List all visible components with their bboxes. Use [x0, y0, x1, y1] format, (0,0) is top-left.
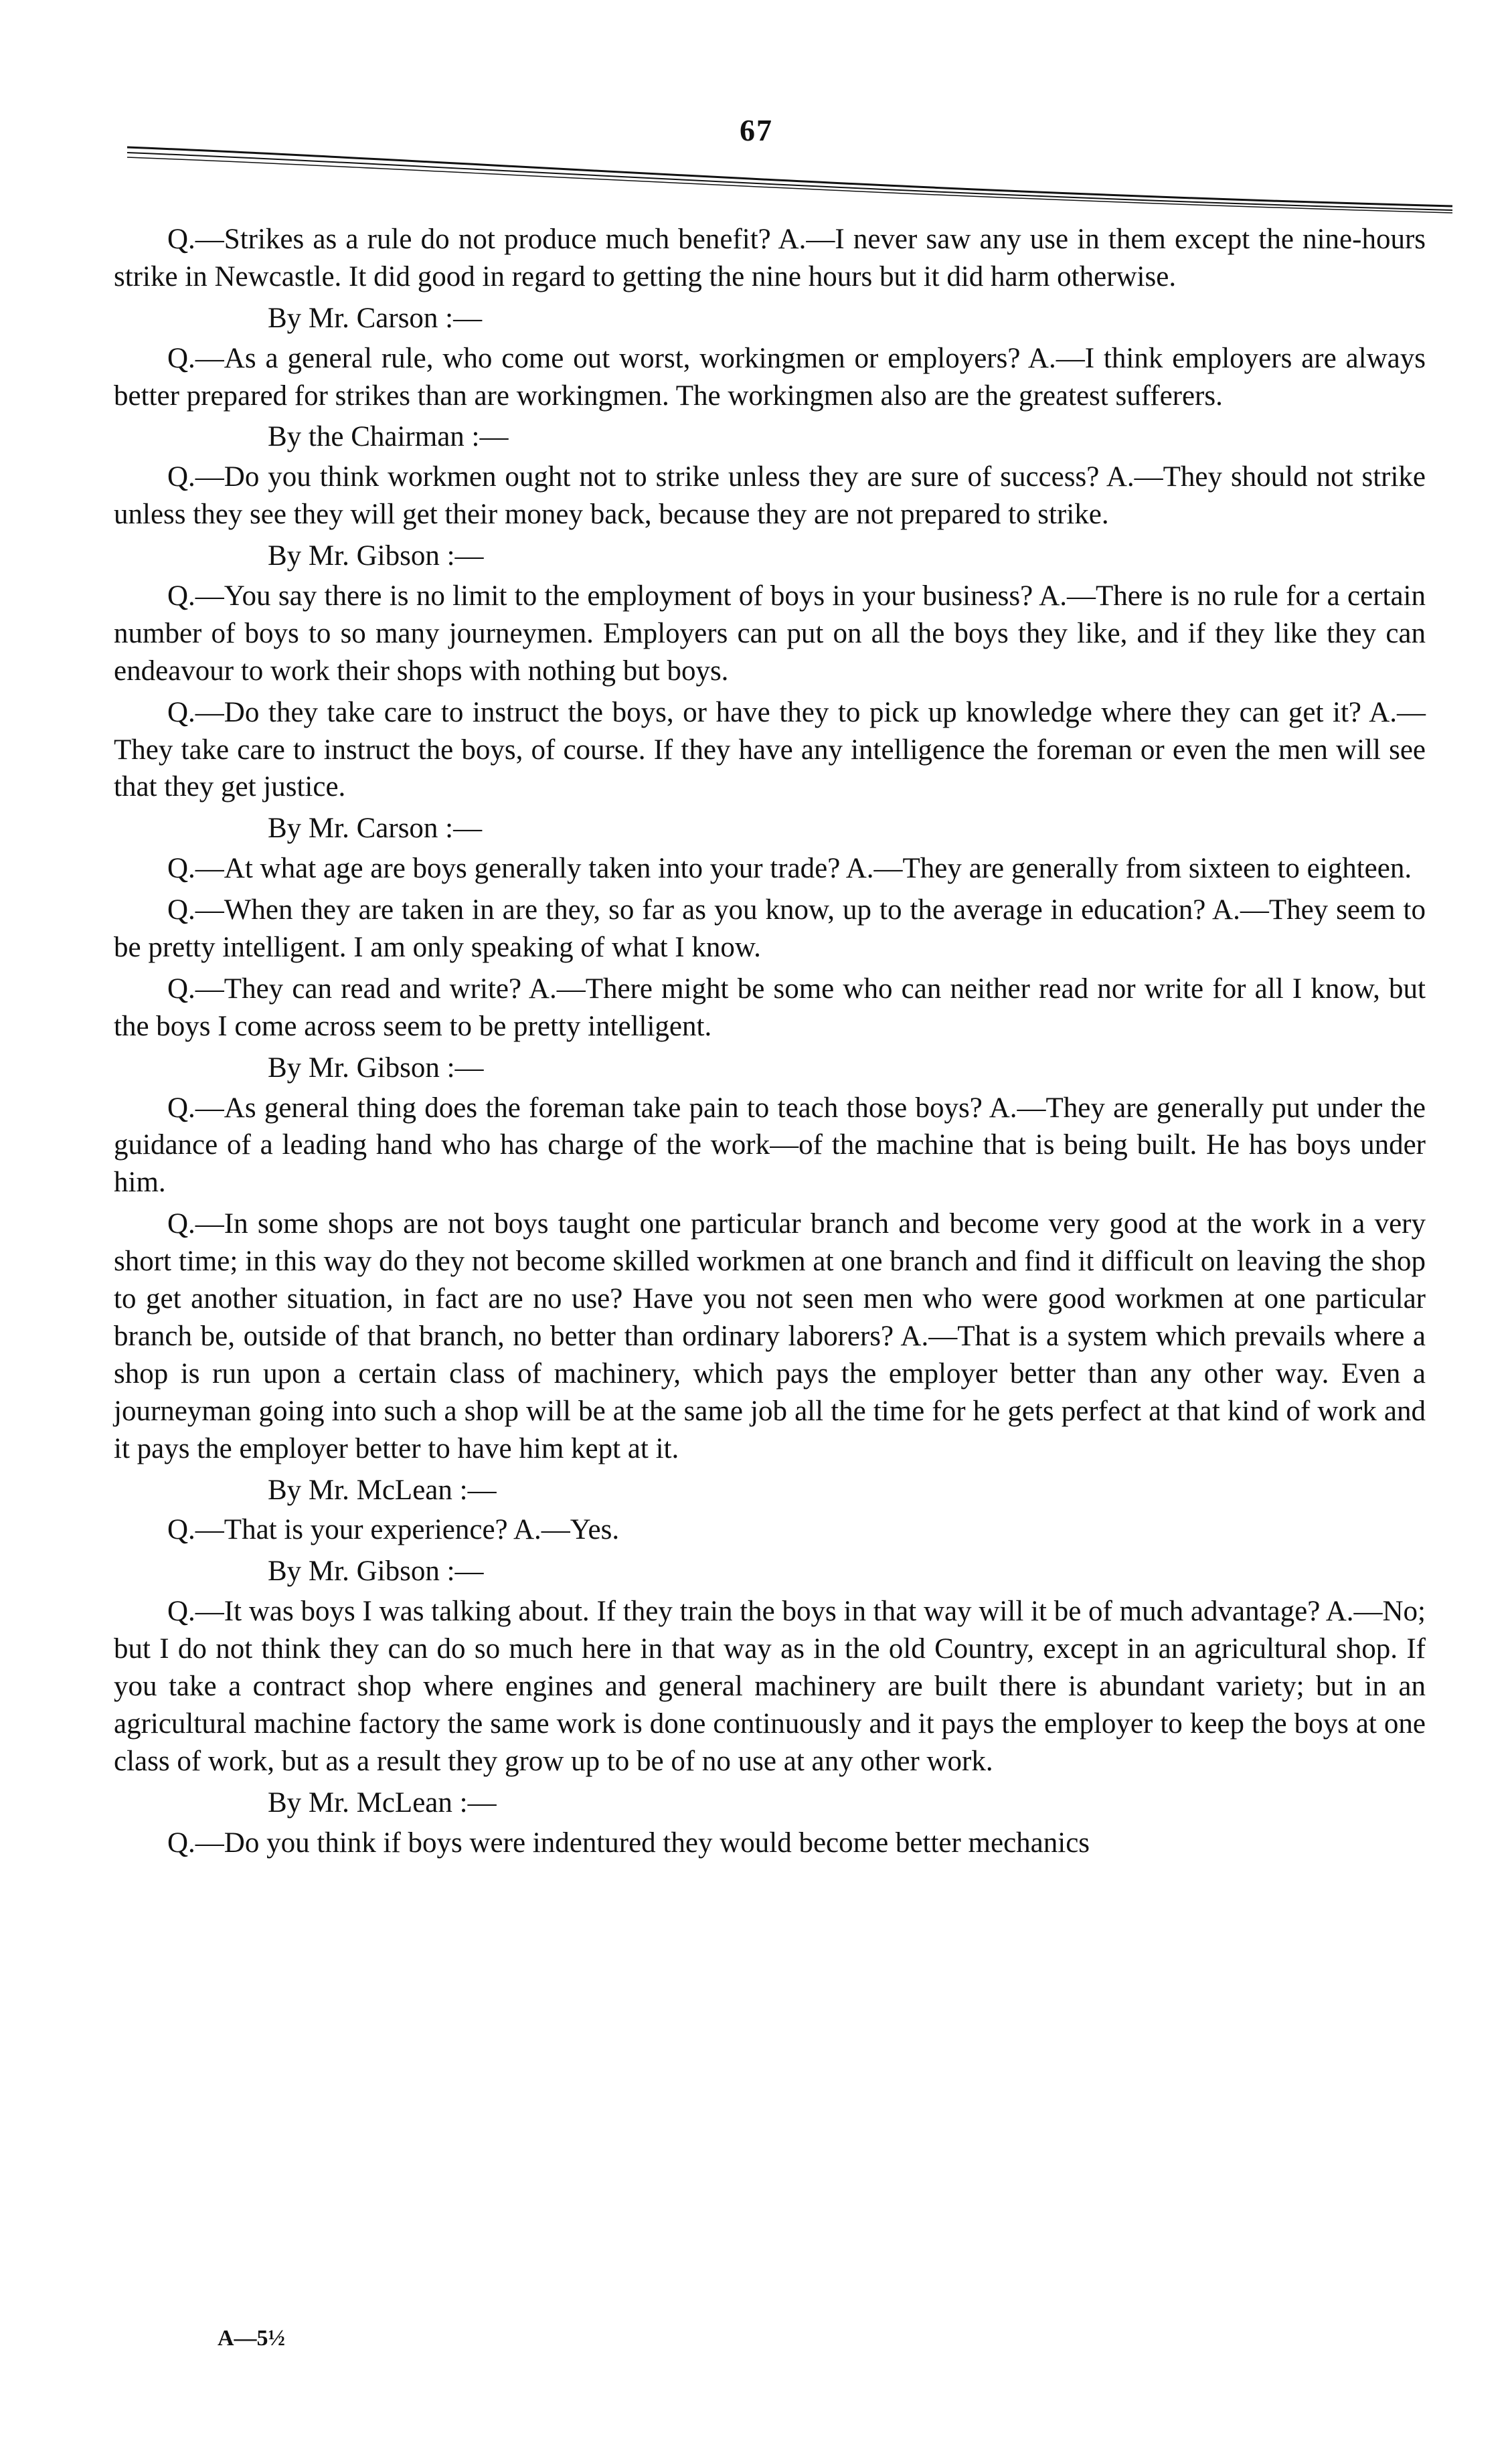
- testimony-paragraph: Q.—Do you think workmen ought not to strike unless they are sure of success? A.—They should not strike unless they see they will get their money back, because they are not prepared to strike.: [114, 461, 1426, 531]
- signature-mark: A—5½: [218, 2326, 286, 2351]
- testimony-paragraph: Q.—You say there is no limit to the employment of boys in your business? A.—There is no rule for a certain number of boys to so many journeymen. Employers can put on all the boys they like, and if they like they can endeavour to work their shops with nothing but boys.: [114, 580, 1426, 687]
- speaker-heading: By Mr. McLean :—: [268, 1474, 497, 1506]
- speaker-heading: By Mr. Gibson :—: [268, 1555, 484, 1588]
- testimony-paragraph: Q.—Do you think if boys were indentured they would become better mechanics: [167, 1827, 1090, 1859]
- testimony-paragraph: Q.—It was boys I was talking about. If they train the boys in that way will it be of much advantage? A.—No; but I do not think they can do so much here in that way as in the old Country, except in an agricultural shop. If you take a contract shop where engines and general machinery are built there is abundant variety; but in an agricultural machine factory the same work is done continuously and it pays the employer to keep the boys at one class of work, but as a result they grow up to be of no use at any other work.: [114, 1596, 1426, 1777]
- speaker-heading: By Mr. Gibson :—: [268, 540, 484, 572]
- testimony-paragraph: Q.—When they are taken in are they, so far as you know, up to the average in education? A.—They seem to be pretty intelligent. I am only speaking of what I know.: [114, 894, 1426, 964]
- testimony-body: [114, 221, 1426, 1865]
- speaker-heading: By Mr. Carson :—: [268, 813, 483, 845]
- testimony-paragraph: Q.—Do they take care to instruct the boys, or have they to pick up knowledge where they can get it? A.—They take care to instruct the boys, of course. If they have any intelligence the foreman or even the men will see that they get justice.: [114, 696, 1426, 803]
- testimony-paragraph: Q.—At what age are boys generally taken into your trade? A.—They are generally from sixteen to eighteen.: [167, 853, 1412, 885]
- testimony-paragraph: Q.—As general thing does the foreman take pain to teach those boys? A.—They are generally put under the guidance of a leading hand who has charge of the work—of the machine that is being built. He has boys under him.: [114, 1092, 1426, 1199]
- testimony-paragraph: Q.—That is your experience? A.—Yes.: [167, 1514, 620, 1546]
- testimony-paragraph: Q.—Strikes as a rule do not produce much benefit? A.—I never saw any use in them except the nine-hours strike in Newcastle. It did good in regard to getting the nine hours but it did harm otherwise.: [114, 224, 1426, 292]
- testimony-paragraph: Q.—As a general rule, who come out worst, workingmen or employers? A.—I think employers are always better prepared for strikes than are workingmen. The workingmen also are the greatest sufferers.: [114, 342, 1426, 412]
- page-number: 67: [740, 113, 773, 147]
- speaker-heading: By Mr. Carson :—: [268, 302, 483, 334]
- speaker-heading: By Mr. McLean :—: [268, 1786, 497, 1819]
- testimony-paragraph: Q.—They can read and write? A.—There might be some who can neither read nor write for all I know, but the boys I come across seem to be pretty intelligent.: [114, 973, 1426, 1042]
- header-rule: [127, 141, 1452, 214]
- speaker-heading: By Mr. Gibson :—: [268, 1051, 484, 1084]
- testimony-paragraph: Q.—In some shops are not boys taught one particular branch and become very good at the work in a very short time; in this way do they not become skilled workmen at one branch and find it difficult on leaving the shop to get another situation, in fact are no use? Have you not seen men who were good workmen at one particular branch be, outside of that branch, no better than ordinary laborers? A.—That is a system which prevails where a shop is run upon a certain class of machinery, which pays the employer better than any other way. Even a journeyman going into such a shop will be at the same job all the time for he gets perfect at that kind of work and it pays the employer better to have him kept at it.: [114, 1208, 1426, 1464]
- speaker-heading: By the Chairman :—: [268, 421, 509, 453]
